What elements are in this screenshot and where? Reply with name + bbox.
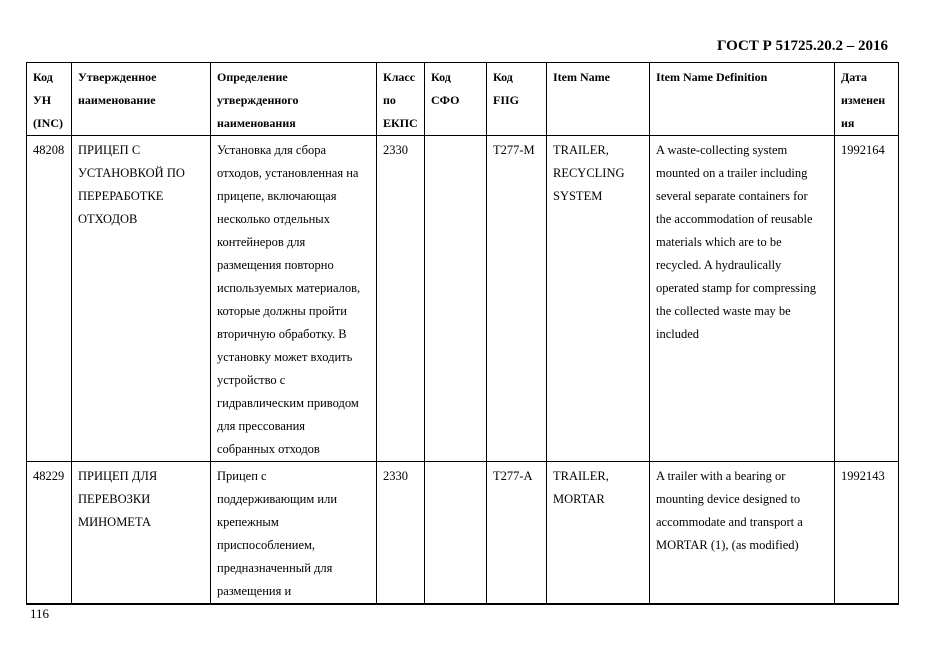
- cell-class: 2330: [377, 136, 425, 462]
- cell-item-name: TRAILER, MORTAR: [547, 462, 650, 605]
- cell-sfo: [425, 136, 487, 462]
- cell-definition: Прицеп с поддерживающим или крепежным приспособлением, предназначенный для размещения и: [211, 462, 377, 605]
- table-row: [27, 136, 899, 462]
- cell-fiig: T277-A: [487, 462, 547, 605]
- column-header-sfo: Код СФО: [425, 63, 487, 136]
- cell-code: 48229: [27, 462, 72, 605]
- column-header-fiig: Код FIIG: [487, 63, 547, 136]
- column-header-definition: Определение утвержденного наименования: [211, 63, 377, 136]
- column-header-item-name: Item Name: [547, 63, 650, 136]
- table-row: [27, 462, 899, 605]
- table-header-row: [27, 63, 899, 136]
- column-header-item-definition: Item Name Definition: [650, 63, 835, 136]
- column-header-code-inc: Код УН (INC): [27, 63, 72, 136]
- cell-fiig: T277-M: [487, 136, 547, 462]
- column-header-approved-name: Утвержденное наименование: [72, 63, 211, 136]
- cell-approved-name: ПРИЦЕП С УСТАНОВКОЙ ПО ПЕРЕРАБОТКЕ ОТХОДОВ: [72, 136, 211, 462]
- document-standard-header: ГОСТ Р 51725.20.2 – 2016: [716, 38, 888, 54]
- column-header-change-date: Дата изменен ия: [835, 63, 899, 136]
- cell-item-definition: A trailer with a bearing or mounting device designed to accommodate and transport a MORTAR (1), (as modified): [650, 462, 835, 605]
- cell-item-definition: A waste-collecting system mounted on a trailer including several separate containers for the accommodation of reusable materials which are to be recycled. A hydraulically operated stamp for compressing the collected waste may be included: [650, 136, 835, 462]
- cell-class: 2330: [377, 462, 425, 605]
- cell-definition: Установка для сбора отходов, установленная на прицепе, включающая несколько отдельных контейнеров для размещения повторно используемых материалов, которые должны пройти вторичную обработку. В установку может входить устройство с гидравлическим приводом для прессования собранных отходов: [211, 136, 377, 462]
- cell-sfo: [425, 462, 487, 605]
- column-header-class: Класс по ЕКПС: [377, 63, 425, 136]
- page-number: 116: [30, 606, 50, 621]
- item-names-table: [26, 62, 899, 605]
- cell-item-name: TRAILER, RECYCLING SYSTEM: [547, 136, 650, 462]
- cell-approved-name: ПРИЦЕП ДЛЯ ПЕРЕВОЗКИ МИНОМЕТА: [72, 462, 211, 605]
- cell-change-date: 1992143: [835, 462, 899, 605]
- cell-change-date: 1992164: [835, 136, 899, 462]
- cell-code: 48208: [27, 136, 72, 462]
